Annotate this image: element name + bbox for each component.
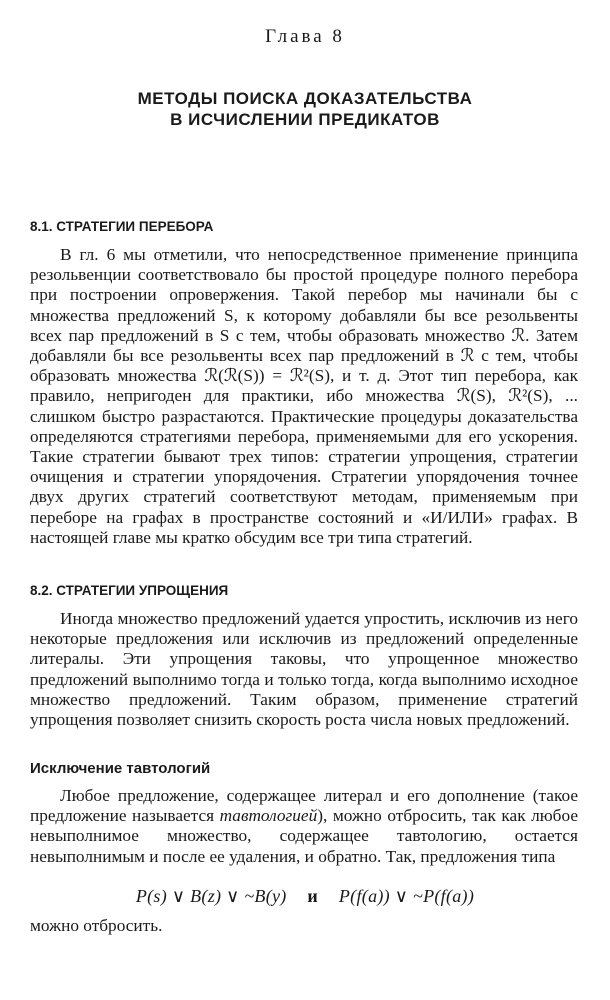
chapter-title-line-1: МЕТОДЫ ПОИСКА ДОКАЗАТЕЛЬСТВА: [137, 89, 473, 108]
chapter-title: [0, 88, 610, 130]
subsection-text-before: Любое предложение, содержащее литерал и его дополнение (такое предложение называется: [30, 786, 578, 826]
term-tautology: тавтологией: [219, 806, 318, 826]
section-heading-8-2: 8.2. СТРАТЕГИИ УПРОЩЕНИЯ: [30, 583, 229, 598]
formula-left: P(s) ∨ B(z) ∨ ~B(y): [135, 886, 287, 906]
subsection-paragraph: [30, 786, 578, 867]
section-8-2-paragraph: Иногда множество предложений удается упростить, исключив из него некоторые предложения или исключив из предложений определенные литералы. Эти упрощения таковы, что упрощенное множество предложений выполнимо тогда и только тогда, когда выполнимо исходное множество предложений. Таким образом, применение стратегий упрощения позволяет снизить скорость роста числа новых предложений.: [30, 609, 578, 730]
closing-text: можно отбросить.: [30, 916, 163, 935]
subsection-heading-tautology: Исключение тавтологий: [30, 760, 211, 777]
chapter-number: Глава 8: [265, 26, 345, 47]
section-8-1-paragraph: В гл. 6 мы отметили, что непосредственное применение принципа резольвенции соответствовало бы простой процедуре полного перебора при построении опровержения. Такой перебор мы начинали бы с множества предложений S, к которому добавляли бы все резольвенты всех пар предложений в S с тем, чтобы образовать множество ℛ. Затем добавляли бы все резольвенты всех пар предложений в ℛ с тем, чтобы образовать множества ℛ(ℛ(S)) = ℛ²(S), и т. д. Этот тип перебора, как правило, непригоден для практики, ибо множества ℛ(S), ℛ²(S), ... слишком быстро разрастаются. Практические процедуры доказательства определяются стратегиями перебора, применяемыми для его ускорения. Такие стратегии бывают трех типов: стратегии упрощения, стратегии очищения и стратегии упорядочения. Стратегии упорядочения точнее двух других стратегий соответствуют методам, применяемым при переборе на графах в пространстве состояний и «И/ИЛИ» графах. В настоящей главе мы кратко обсудим все три типа стратегий.: [30, 245, 578, 547]
formula-line: [0, 886, 610, 907]
formula-right: P(f(a)) ∨ ~P(f(a)): [338, 886, 475, 906]
chapter-title-line-2: В ИСЧИСЛЕНИИ ПРЕДИКАТОВ: [170, 110, 440, 129]
section-heading-8-1: 8.1. СТРАТЕГИИ ПЕРЕБОРА: [30, 219, 214, 234]
subsection-text-after: ), можно отбросить, так как любое невыполнимое множество, содержащее тавтологию, остается невыполнимым и после ее удаления, и обратно. Так, предложения типа: [30, 806, 578, 866]
formula-conjunction: и: [307, 886, 319, 906]
